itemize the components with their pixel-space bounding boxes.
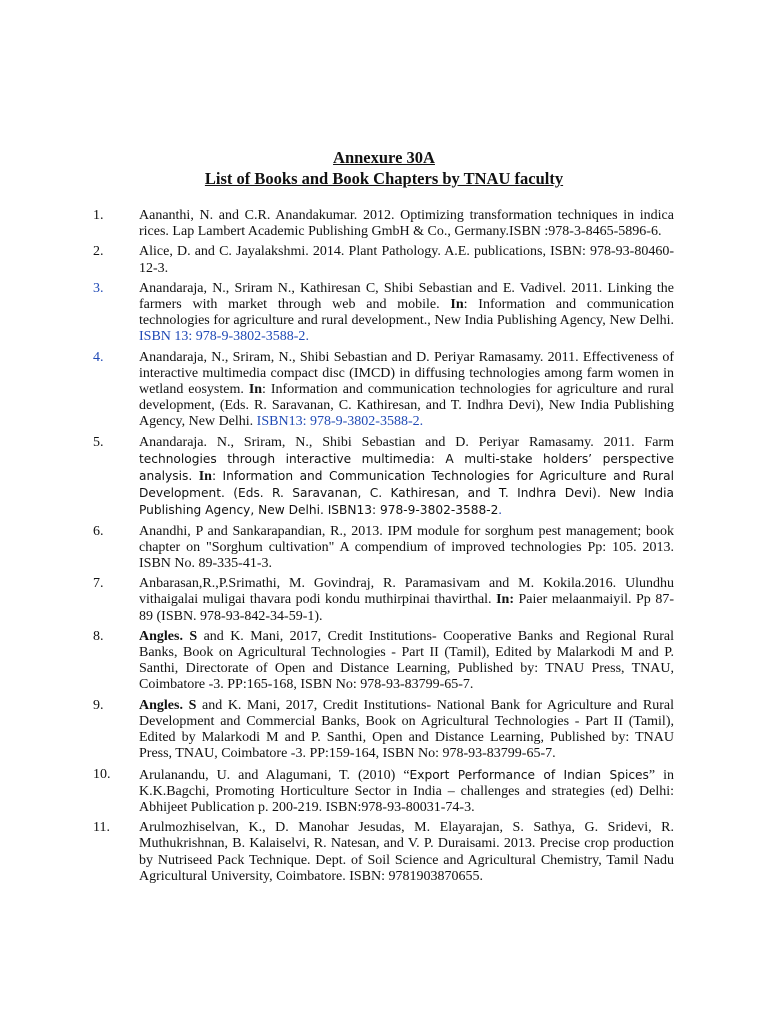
in-label: In [248, 382, 263, 398]
reference-text-part: Anandaraja, N., Sriram N., Kathiresan C, Shibi Sebastian and E. Vadivel. 2011. Linking the farmers with market through web and mobile. [139, 280, 674, 313]
reference-text-part: : Information and communication technologies for agriculture and rural development., New India Publishing Agency, New Delhi. [139, 297, 675, 329]
reference-number: 10. [93, 766, 111, 782]
reference-number: 8. [93, 628, 104, 644]
reference-text-part: : Information and Communication Technologies for Agriculture and Rural Development. (Eds. R. Saravanan, C. Kathiresan, and T. Indhra Devi). New India Publishing Agency, New Delhi. ISBN13: 978-9-3802-3588-2 [139, 469, 675, 518]
reference-item [0, 524, 768, 573]
reference-text-part: Anandaraja, N., Sriram, N., Shibi Sebastian and D. Periyar Ramasamy. 2011. Effectiveness of interactive multimedia compact disc (IMCD) in diffusing technologies among farm women in wetland eosystem. [139, 349, 674, 398]
reference-end: . [498, 503, 502, 519]
reference-number: 3. [93, 280, 104, 296]
reference-text: Arulmozhiselvan, K., D. Manohar Jesudas, M. Elayarajan, S. Sathya, G. Sridevi, R. Muthukrishnan, B. Kalaiselvi, R. Natesan, and V. P. Duraisami. 2013. Precise crop production by Nutriseed Pack Technique. Dept. of Soil Science and Agricultural Chemistry, Tamil Nadu Agricultural University, Coimbatore. ISBN: 9781903870655. [139, 820, 674, 884]
reference-list [0, 208, 768, 889]
reference-item [0, 576, 768, 625]
reference-text-part: Anandaraja. N., Sriram, N., Shibi Sebastian and D. Periyar Ramasamy. 2011. Farm [139, 434, 674, 450]
reference-number: 9. [93, 697, 104, 713]
reference-item [0, 435, 768, 520]
reference-number: 5. [93, 434, 104, 450]
reference-number: 2. [93, 244, 104, 260]
reference-item [0, 350, 768, 431]
chapter-title: Export Performance of Indian Spices [409, 767, 649, 782]
reference-text-part: ” in K.K.Bagchi, Promoting Horticulture Sector in India – challenges and strategies (ed) Delhi: Abhijeet Publication p. 200-219. ISBN:978-93-80031-74-3. [139, 767, 674, 815]
reference-number: 4. [93, 349, 104, 365]
reference-text [139, 767, 674, 817]
reference-text [139, 698, 674, 763]
reference-text [139, 350, 674, 431]
author-name: Angles. S [139, 697, 197, 713]
reference-text: Alice, D. and C. Jayalakshmi. 2014. Plant Pathology. A.E. publications, ISBN: 978-93-80460-12-3. [139, 244, 674, 276]
reference-text [139, 281, 674, 346]
reference-number: 1. [93, 208, 104, 223]
reference-text-part: and K. Mani, 2017, Credit Institutions- Cooperative Banks and Regional Rural Banks, Book on Agricultural Technologies - Part II (Tamil), Edited by Malarkodi M and P. Santhi, Directorate of Open and Distance Learning, Published by: TNAU Press, TNAU, Coimbatore -3. PP:165-168, ISBN No: 978-93-83799-65-7. [139, 628, 675, 693]
reference-item [0, 208, 768, 240]
reference-text-part: Arulanandu, U. and Alagumani, T. (2010) “ [139, 767, 410, 783]
isbn-text: ISBN13: 978-9-3802-3588-2 [256, 414, 420, 430]
reference-text: Aananthi, N. and C.R. Anandakumar. 2012. Optimizing transformation techniques in indica rices. Lap Lambert Academic Publishing GmbH & Co., Germany.ISBN :978-3-8465-5896-6. [139, 208, 674, 240]
reference-text [139, 629, 674, 694]
in-label: In [450, 297, 464, 313]
reference-number: 6. [93, 523, 104, 539]
reference-item [0, 244, 768, 276]
author-name: Angles. S [139, 628, 198, 644]
reference-text-part: Anbarasan,R.,P.Srimathi, M. Govindraj, R. Paramasivam and M. Kokila.2016. Ulundhu vithaigalai muligai thavara podi kondu muthirpinai thavirthal. [139, 576, 674, 608]
in-label: In [198, 469, 212, 485]
isbn-text: ISBN 13: 978-9-3802-3588-2 [139, 329, 306, 345]
reference-text-part: and K. Mani, 2017, Credit Institutions- National Bank for Agriculture and Rural Development and Commercial Banks, Book on Agricultural Technologies - Part II (Tamil), Edited by Malarkodi M and P. Santhi, Open and Distance Learning, Published by: TNAU Press, TNAU, Coimbatore -3. PP:159-164, ISBN No: 978-93-83799-65-7. [139, 697, 674, 762]
reference-text-part: Paier melaanmaiyil. Pp 87-89 (ISBN. 978-93-842-34-59-1). [139, 592, 674, 624]
reference-item [0, 820, 768, 885]
reference-end: . [419, 414, 424, 430]
reference-item [0, 767, 768, 817]
reference-end: . [305, 329, 309, 345]
reference-text [139, 576, 674, 625]
annexure-title: Annexure 30A [333, 148, 435, 167]
reference-text-part: technologies through interactive multimedia: A multi-stake holders’ perspective analysis. [139, 451, 674, 484]
reference-item [0, 698, 768, 763]
reference-text [139, 435, 674, 520]
reference-text: Anandhi, P and Sankarapandian, R., 2013. IPM module for sorghum pest management; book chapter on "Sorghum cultivation" A compendium of improved technologies Pp: 105. 2013. ISBN No. 89-335-41-3. [139, 523, 674, 572]
reference-item [0, 629, 768, 694]
reference-text-part: : Information and communication technologies for agriculture and rural development, (Eds. R. Saravanan, C. Kathiresan, and T. Indhra Devi), New India Publishing Agency, New Delhi. [139, 382, 675, 430]
reference-item [0, 281, 768, 346]
list-heading: List of Books and Book Chapters by TNAU faculty [204, 169, 564, 188]
reference-number: 7. [93, 576, 104, 592]
reference-number: 11. [93, 820, 110, 836]
in-label: In: [496, 592, 514, 608]
